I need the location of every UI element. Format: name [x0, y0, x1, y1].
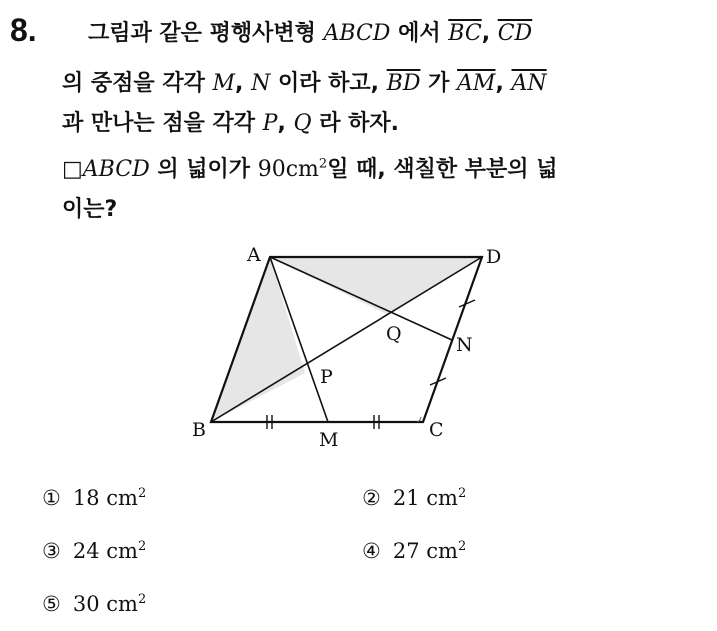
choice-mark: ② [362, 486, 381, 510]
choice-unit-exponent: 2 [137, 486, 147, 501]
text-segment: 의 중점을 각각 [62, 71, 213, 96]
choice-4[interactable] [362, 539, 466, 563]
choice-unit: cm [106, 486, 138, 510]
math-q: Q [293, 111, 312, 136]
question-line-3 [62, 106, 399, 137]
shaded-triangle-aqd [270, 257, 482, 315]
math-m: M [212, 71, 236, 96]
parallelogram-symbol: □ [62, 157, 83, 182]
text-segment: , [481, 21, 498, 46]
choice-1[interactable] [42, 486, 146, 510]
math-abcd: ABCD [82, 157, 150, 182]
label-a: A [247, 244, 261, 266]
choice-value: 30 [72, 592, 100, 616]
text-segment: 과 만나는 점을 각각 [62, 111, 263, 136]
choice-unit-exponent: 2 [457, 539, 467, 554]
label-n: N [456, 334, 473, 356]
area-unit-exponent: 2 [318, 156, 328, 172]
math-p: P [262, 111, 278, 136]
shaded-triangle-abp [211, 257, 305, 422]
question-line-5 [62, 192, 117, 223]
choice-unit: cm [426, 486, 458, 510]
math-segment-am: $\overline{AM}$ [457, 71, 496, 96]
choice-mark: ① [42, 486, 61, 510]
question-line-1 [88, 16, 532, 47]
text-segment: 일 때, 색칠한 부분의 넓 [327, 157, 558, 182]
choice-value: 21 [392, 486, 420, 510]
question-line-2 [62, 66, 547, 97]
text-segment: 의 넓이가 [149, 157, 258, 182]
choice-unit: cm [106, 539, 138, 563]
text-segment: 그림과 같은 평행사변형 [88, 21, 324, 46]
math-segment-an: $\overline{AN}$ [511, 71, 547, 96]
choice-unit: cm [106, 592, 138, 616]
question-number: 8. [10, 12, 37, 48]
choice-3[interactable] [42, 539, 146, 563]
text-segment: 가 [420, 71, 458, 96]
area-unit: cm [285, 157, 319, 182]
math-abcd: ABCD [323, 21, 391, 46]
text-segment: 에서 [390, 21, 449, 46]
label-c: C [429, 419, 444, 441]
math-segment-cd: $\overline{CD}$ [497, 21, 533, 46]
label-p: P [320, 366, 333, 388]
choice-mark: ③ [42, 539, 61, 563]
text-segment: , [495, 71, 512, 96]
math-segment-bd: $\overline{BD}$ [386, 71, 421, 96]
area-value: 90 [257, 157, 286, 182]
label-b: B [192, 419, 206, 441]
text-segment: , [235, 71, 252, 96]
text-segment: 이라 하고, [270, 71, 387, 96]
choice-2[interactable] [362, 486, 466, 510]
text-segment: 라 하자. [311, 111, 399, 136]
choice-unit: cm [426, 539, 458, 563]
choice-5[interactable] [42, 592, 146, 616]
choice-mark: ⑤ [42, 592, 61, 616]
text-segment: 이는? [62, 197, 118, 222]
choice-mark: ④ [362, 539, 381, 563]
math-n: N [251, 71, 271, 96]
choice-value: 18 [72, 486, 100, 510]
choice-unit-exponent: 2 [137, 539, 147, 554]
choice-value: 24 [72, 539, 100, 563]
choice-value: 27 [392, 539, 420, 563]
parallelogram-figure [180, 240, 540, 455]
choice-unit-exponent: 2 [457, 486, 467, 501]
label-q: Q [386, 323, 402, 345]
label-m: M [319, 429, 339, 451]
math-segment-bc: $\overline{BC}$ [448, 21, 482, 46]
question-line-4 [62, 152, 557, 183]
text-segment: , [277, 111, 294, 136]
choice-unit-exponent: 2 [137, 592, 147, 607]
label-d: D [486, 246, 502, 268]
